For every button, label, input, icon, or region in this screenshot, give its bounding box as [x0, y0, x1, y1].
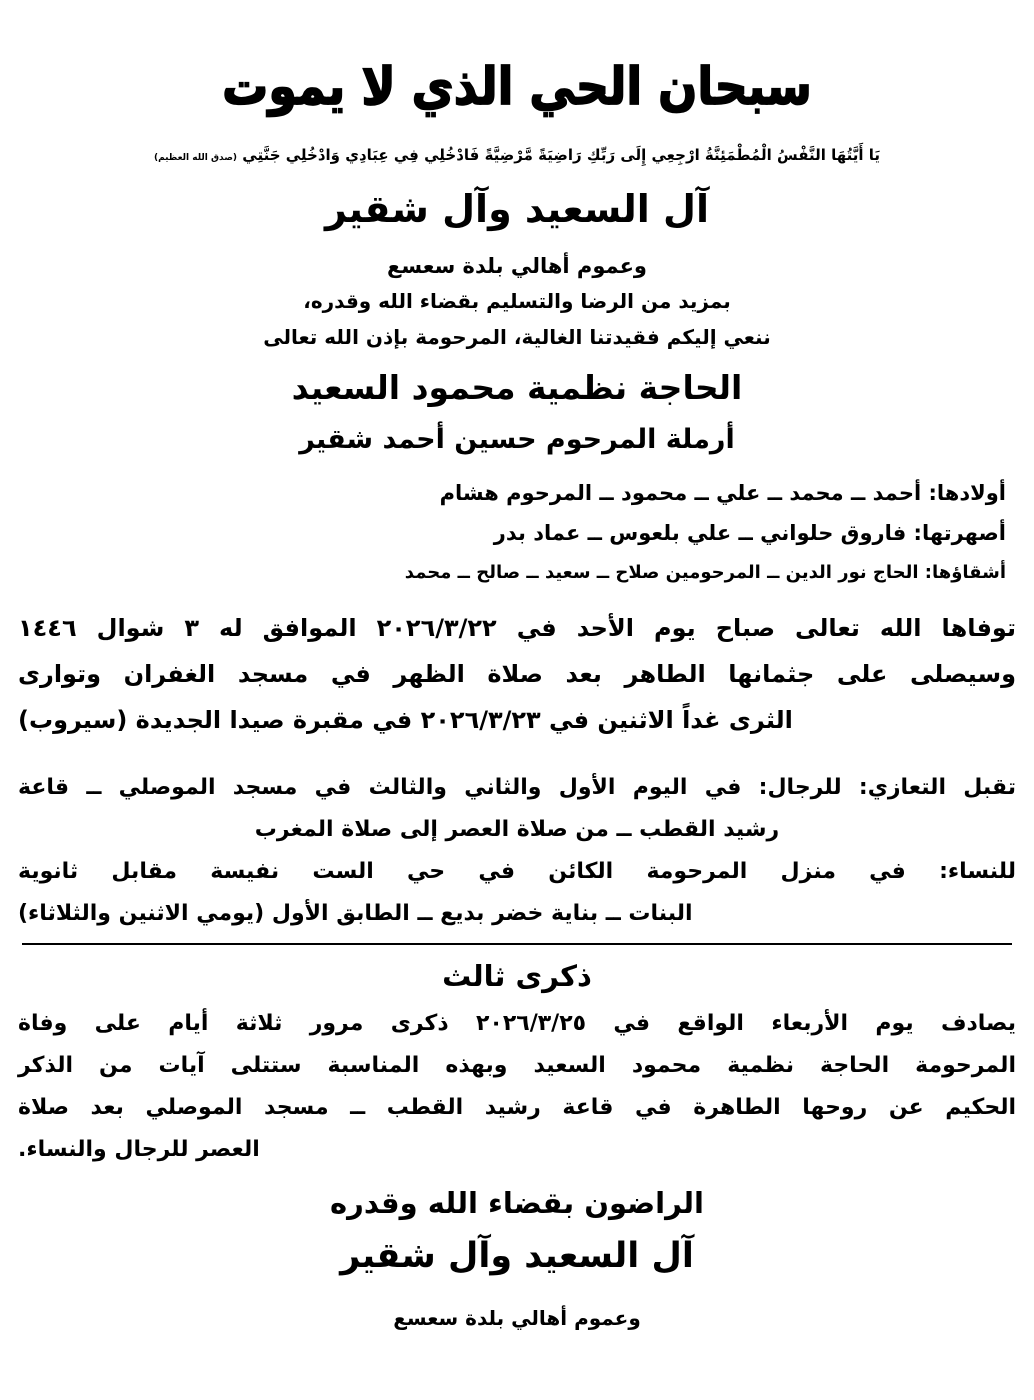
community-line: وعموم أهالي بلدة سعسع	[387, 254, 647, 278]
condolences-women-line2: البنات ــ بناية خضر بديع ــ الطابق الأول (يومي الاثنين والثلاثاء)	[18, 901, 693, 926]
children-line: أولادها: أحمد ــ محمد ــ علي ــ محمود ــ المرحوم هشام	[439, 481, 1006, 505]
widow-of-line: أرملة المرحوم حسين أحمد شقير	[299, 424, 735, 455]
memorial-line-1: يصادف يوم الأربعاء الواقع في ٢٠٢٦/٣/٢٥ ذكرى مرور ثلاثة أيام على وفاة	[18, 1011, 1016, 1036]
closing-families-line: آل السعيد وآل شقير	[340, 1236, 694, 1276]
memorial-line-3: الحكيم عن روحها الطاهرة في قاعة رشيد القطب ــ مسجد الموصلي بعد صلاة	[18, 1095, 1016, 1120]
intro-line-1: بمزيد من الرضا والتسليم بقضاء الله وقدره،	[303, 289, 731, 313]
closing-acceptance-line: الراضون بقضاء الله وقدره	[330, 1186, 704, 1220]
death-date-line: توفاها الله تعالى صباح يوم الأحد في ٢٠٢٦/٣/٢٢ الموافق له ٣ شوال ١٤٤٦	[18, 614, 1016, 642]
intro-line-2: ننعي إليكم فقيدتنا الغالية، المرحومة بإذن الله تعالى	[263, 325, 771, 349]
section-divider	[22, 943, 1012, 945]
memorial-line-2: المرحومة الحاجة نظمية محمود السعيد وبهذه المناسبة ستتلى آيات من الذكر	[18, 1053, 1016, 1078]
death-details-paragraph	[18, 605, 1016, 743]
condolences-paragraph	[18, 767, 1016, 935]
calligraphy-header: سبحان الحي الذي لا يموت	[222, 55, 812, 117]
family-relations	[18, 473, 1016, 593]
condolences-men-line2: رشيد القطب ــ من صلاة العصر إلى صلاة المغرب	[254, 817, 780, 842]
condolences-women-line1: للنساء: في منزل المرحومة الكائن في حي الست نفيسة مقابل ثانوية	[18, 859, 1016, 884]
funeral-prayer-line: وسيصلى على جثمانها الطاهر بعد صلاة الظهر في مسجد الغفران وتوارى	[18, 660, 1016, 688]
condolences-men-line1: تقبل التعازي: للرجال: في اليوم الأول والثاني والثالث في مسجد الموصلي ــ قاعة	[18, 775, 1016, 800]
brothers-line: أشقاؤها: الحاج نور الدين ــ المرحومين صلاح ــ سعيد ــ صالح ــ محمد	[404, 562, 1006, 583]
third-memorial-paragraph	[18, 1003, 1016, 1171]
memorial-line-4: العصر للرجال والنساء.	[18, 1137, 260, 1162]
families-title: آل السعيد وآل شقير	[324, 187, 710, 231]
deceased-name: الحاجة نظمية محمود السعيد	[291, 368, 743, 407]
burial-line: الثرى غداً الاثنين في ٢٠٢٦/٣/٢٣ في مقبرة صيدا الجديدة (سيروب)	[18, 706, 793, 734]
quran-verse-text: يَا أَيَّتُهَا النَّفْسُ الْمُطْمَئِنَّةُ ارْجِعِي إِلَى رَبِّكِ رَاضِيَةً مَّرْضِيَّةً فَادْخُلِي فِي عِبَادِي وَادْخُلِي جَنَّتِي	[242, 146, 881, 164]
third-memorial-title: ذكرى ثالث	[442, 959, 592, 993]
closing-community-line: وعموم أهالي بلدة سعسع	[393, 1306, 641, 1330]
sons-in-law-line: أصهرتها: فاروق حلواني ــ علي بلعوس ــ عماد بدر	[493, 521, 1006, 545]
quran-verse-line	[18, 140, 1016, 173]
verse-attribution: (صدق الله العظيم)	[153, 153, 238, 163]
